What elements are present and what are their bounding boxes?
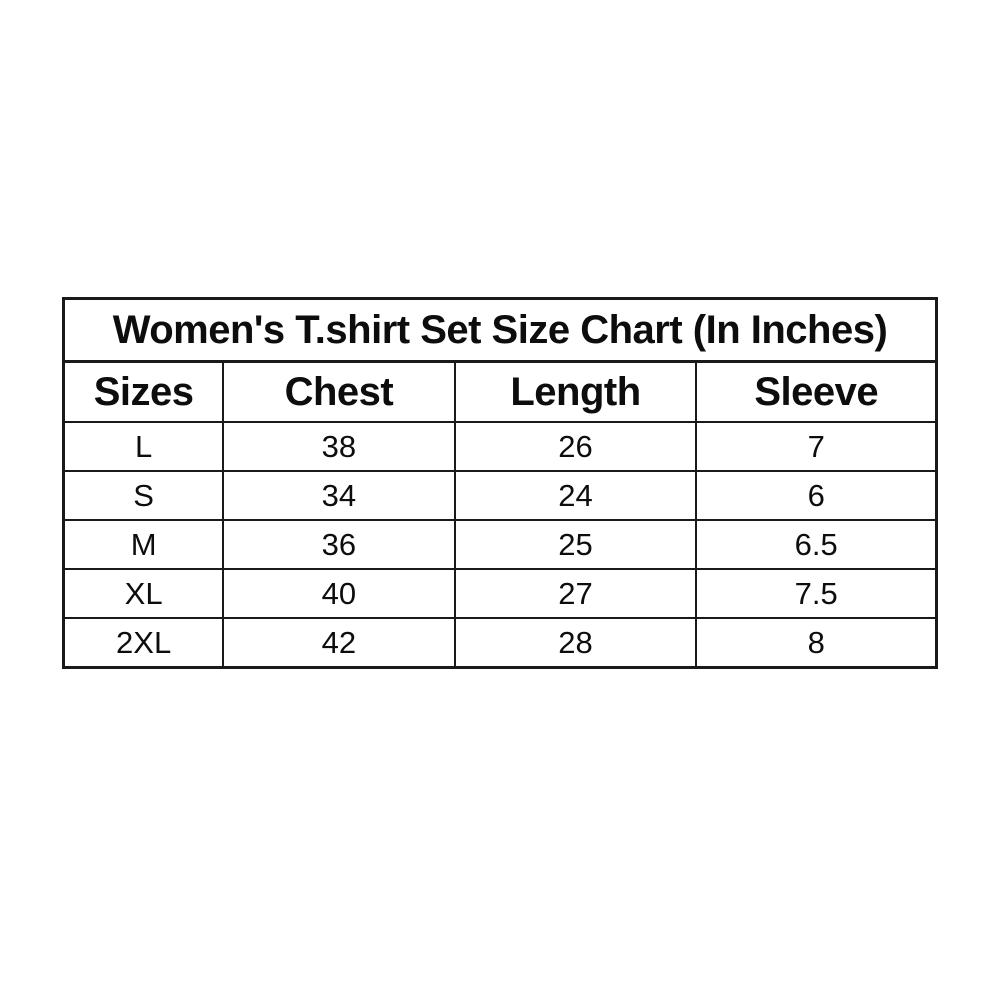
column-header-sizes: Sizes <box>64 362 224 423</box>
measurement-cell: 7.5 <box>696 569 936 618</box>
measurement-cell: 42 <box>223 618 454 668</box>
title-row <box>64 299 937 362</box>
measurement-cell: 27 <box>455 569 697 618</box>
measurement-cell: 25 <box>455 520 697 569</box>
column-header-row <box>64 362 937 423</box>
measurement-cell: 8 <box>696 618 936 668</box>
table-body <box>64 422 937 668</box>
table-row-s <box>64 471 937 520</box>
column-header-sleeve: Sleeve <box>696 362 936 423</box>
table-row-m <box>64 520 937 569</box>
measurement-cell: 36 <box>223 520 454 569</box>
column-header-chest: Chest <box>223 362 454 423</box>
measurement-cell: 28 <box>455 618 697 668</box>
measurement-cell: 6 <box>696 471 936 520</box>
table-row-l <box>64 422 937 471</box>
size-chart-container <box>62 297 938 669</box>
size-label-cell: M <box>64 520 224 569</box>
size-label-cell: L <box>64 422 224 471</box>
measurement-cell: 40 <box>223 569 454 618</box>
column-header-length: Length <box>455 362 697 423</box>
size-label-cell: 2XL <box>64 618 224 668</box>
size-chart-table <box>62 297 938 669</box>
measurement-cell: 38 <box>223 422 454 471</box>
measurement-cell: 34 <box>223 471 454 520</box>
size-label-cell: XL <box>64 569 224 618</box>
size-label-cell: S <box>64 471 224 520</box>
measurement-cell: 24 <box>455 471 697 520</box>
measurement-cell: 6.5 <box>696 520 936 569</box>
table-title: Women's T.shirt Set Size Chart (In Inches) <box>64 299 937 362</box>
measurement-cell: 26 <box>455 422 697 471</box>
table-row-2xl <box>64 618 937 668</box>
table-row-xl <box>64 569 937 618</box>
measurement-cell: 7 <box>696 422 936 471</box>
